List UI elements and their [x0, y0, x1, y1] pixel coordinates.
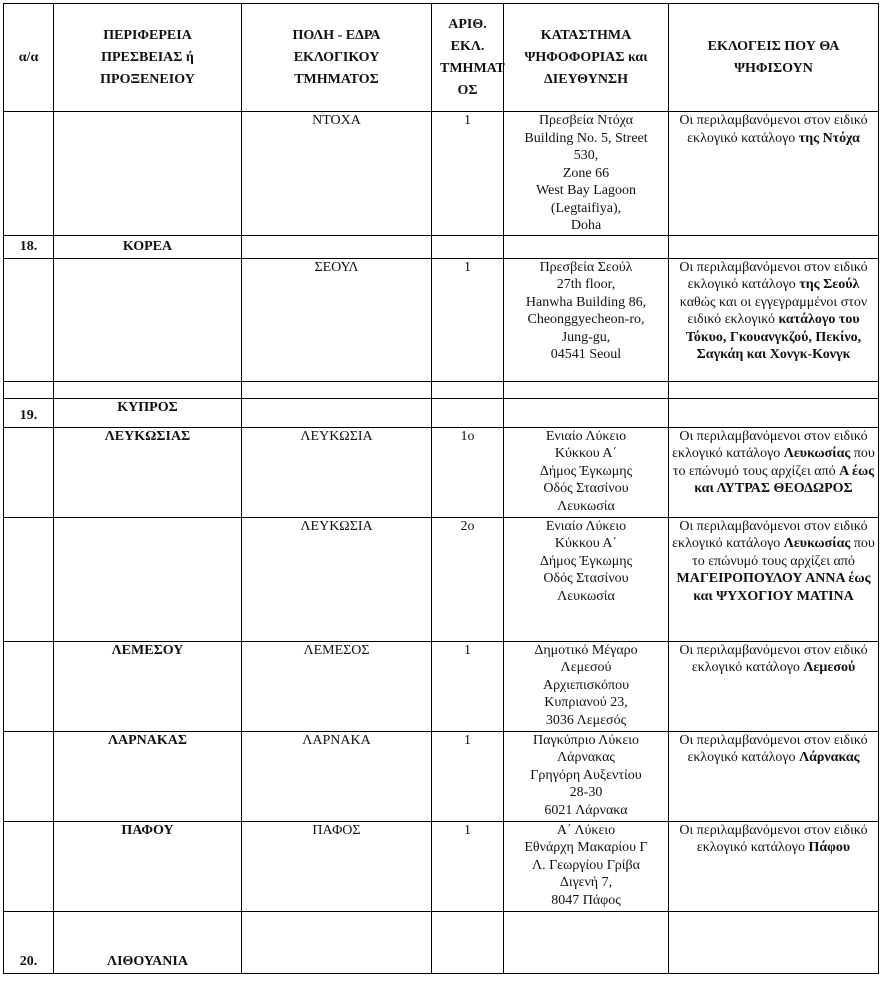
- region-larnaka: ΛΑΡΝΑΚΑΣ: [54, 731, 242, 821]
- address-doha: Πρεσβεία Ντόχα Building No. 5, Street 530, Zone 66 West Bay Lagoon (Legtaifiya), Doha: [504, 112, 669, 236]
- header-city: ΠΟΛΗ - ΕΔΡΑ ΕΚΛΟΓΙΚΟΥ ΤΜΗΜΑΤΟΣ: [242, 4, 432, 112]
- address-lefkosia-1: Ενιαίο Λύκειο Κύκκου Α΄ Δήμος Έγκωμης Οδός Στασίνου Λευκωσία: [504, 427, 669, 517]
- header-voters: ΕΚΛΟΓΕΙΣ ΠΟΥ ΘΑ ΨΗΦΙΣΟΥΝ: [669, 4, 879, 112]
- city-pafos: ΠΑΦΟΣ: [242, 821, 432, 911]
- num-doha: 1: [432, 112, 504, 236]
- city-larnaka: ΛΑΡΝΑΚΑ: [242, 731, 432, 821]
- address-larnaka: Παγκύπριο Λύκειο Λάρνακας Γρηγόρη Αυξεντίου 28-30 6021 Λάρνακα: [504, 731, 669, 821]
- header-region: ΠΕΡΙΦΕΡΕΙΑ ΠΡΕΣΒΕΙΑΣ ή ΠΡΟΞΕΝΕΙΟΥ: [54, 4, 242, 112]
- table-row-empty: [4, 381, 879, 398]
- voters-pafos: Οι περιλαμβανόμενοι στον ειδικό εκλογικό κατάλογο Πάφου: [669, 821, 879, 911]
- header-aa: α/α: [4, 4, 54, 112]
- region-pafos: ΠΑΦΟΥ: [54, 821, 242, 911]
- row-num-lithuania: 20.: [4, 911, 54, 973]
- header-row: [4, 4, 879, 112]
- voters-larnaka: Οι περιλαμβανόμενοι στον ειδικό εκλογικό κατάλογο Λάρνακας: [669, 731, 879, 821]
- country-lithuania: ΛΙΘΟΥΑΝΙΑ: [54, 911, 242, 973]
- voters-doha: Οι περιλαμβανόμενοι στον ειδικό εκλογικό κατάλογο της Ντόχα: [669, 112, 879, 236]
- table-row-korea: [4, 235, 879, 258]
- table-row-lemesos: [4, 641, 879, 731]
- header-store: ΚΑΤΑΣΤΗΜΑ ΨΗΦΟΦΟΡΙΑΣ και ΔΙΕΥΘΥΝΣΗ: [504, 4, 669, 112]
- header-num: ΑΡΙΘ. ΕΚΛ. ΤΜΗΜΑΤ ΟΣ: [432, 4, 504, 112]
- table-row-lefkosia-2: [4, 517, 879, 641]
- table-row-larnaka: [4, 731, 879, 821]
- table-row-doha: [4, 112, 879, 236]
- address-lemesos: Δημοτικό Μέγαρο Λεμεσού Αρχιεπισκόπου Κυπριανού 23, 3036 Λεμεσός: [504, 641, 669, 731]
- city-doha: ΝΤΟΧΑ: [242, 112, 432, 236]
- region-lefkosia: ΛΕΥΚΩΣΙΑΣ: [54, 427, 242, 517]
- city-seoul: ΣΕΟΥΛ: [242, 258, 432, 381]
- polling-stations-table: [3, 3, 879, 974]
- num-lefkosia-2: 2ο: [432, 517, 504, 641]
- num-lefkosia-1: 1ο: [432, 427, 504, 517]
- city-lefkosia-2: ΛΕΥΚΩΣΙΑ: [242, 517, 432, 641]
- row-num-korea: 18.: [4, 235, 54, 258]
- table-row-cyprus: [4, 398, 879, 427]
- country-korea: ΚΟΡΕΑ: [54, 235, 242, 258]
- num-seoul: 1: [432, 258, 504, 381]
- voters-lefkosia-1: Οι περιλαμβανόμενοι στον ειδικό εκλογικό κατάλογο Λευκωσίας που το επώνυμό τους αρχίζει από Α έως και ΛΥΤΡΑΣ ΘΕΟΔΩΡΟΣ: [669, 427, 879, 517]
- row-num-cyprus: 19.: [4, 398, 54, 427]
- city-lefkosia-1: ΛΕΥΚΩΣΙΑ: [242, 427, 432, 517]
- table-row-lefkosia-1: [4, 427, 879, 517]
- num-larnaka: 1: [432, 731, 504, 821]
- country-cyprus: ΚΥΠΡΟΣ: [54, 398, 242, 427]
- city-lemesos: ΛΕΜΕΣΟΣ: [242, 641, 432, 731]
- region-lemesos: ΛΕΜΕΣΟΥ: [54, 641, 242, 731]
- table-row-seoul: [4, 258, 879, 381]
- address-lefkosia-2: Ενιαίο Λύκειο Κύκκου Α΄ Δήμος Έγκωμης Οδός Στασίνου Λευκωσία: [504, 517, 669, 641]
- table-row-pafos: [4, 821, 879, 911]
- voters-seoul: Οι περιλαμβανόμενοι στον ειδικό εκλογικό κατάλογο της Σεούλ καθώς και οι εγγεγραμμένοι στον ειδικό εκλογικό κατάλογο του Τόκυο, Γκουανγκζού, Πεκίνο, Σαγκάη και Χονγκ-Κονγκ: [669, 258, 879, 381]
- address-pafos: Α΄ Λύκειο Εθνάρχη Μακαρίου Γ Λ. Γεωργίου Γρίβα Διγενή 7, 8047 Πάφος: [504, 821, 669, 911]
- table-row-lithuania: [4, 911, 879, 973]
- num-lemesos: 1: [432, 641, 504, 731]
- voters-lemesos: Οι περιλαμβανόμενοι στον ειδικό εκλογικό κατάλογο Λεμεσού: [669, 641, 879, 731]
- address-seoul: Πρεσβεία Σεούλ 27th floor, Hanwha Building 86, Cheonggyecheon-ro, Jung-gu, 04541 Seoul: [504, 258, 669, 381]
- num-pafos: 1: [432, 821, 504, 911]
- voters-lefkosia-2: Οι περιλαμβανόμενοι στον ειδικό εκλογικό κατάλογο Λευκωσίας που το επώνυμό τους αρχίζει από ΜΑΓΕΙΡΟΠΟΥΛΟΥ ΑΝΝΑ έως και ΨΥΧΟΓΙΟΥ ΜΑΤΙΝΑ: [669, 517, 879, 641]
